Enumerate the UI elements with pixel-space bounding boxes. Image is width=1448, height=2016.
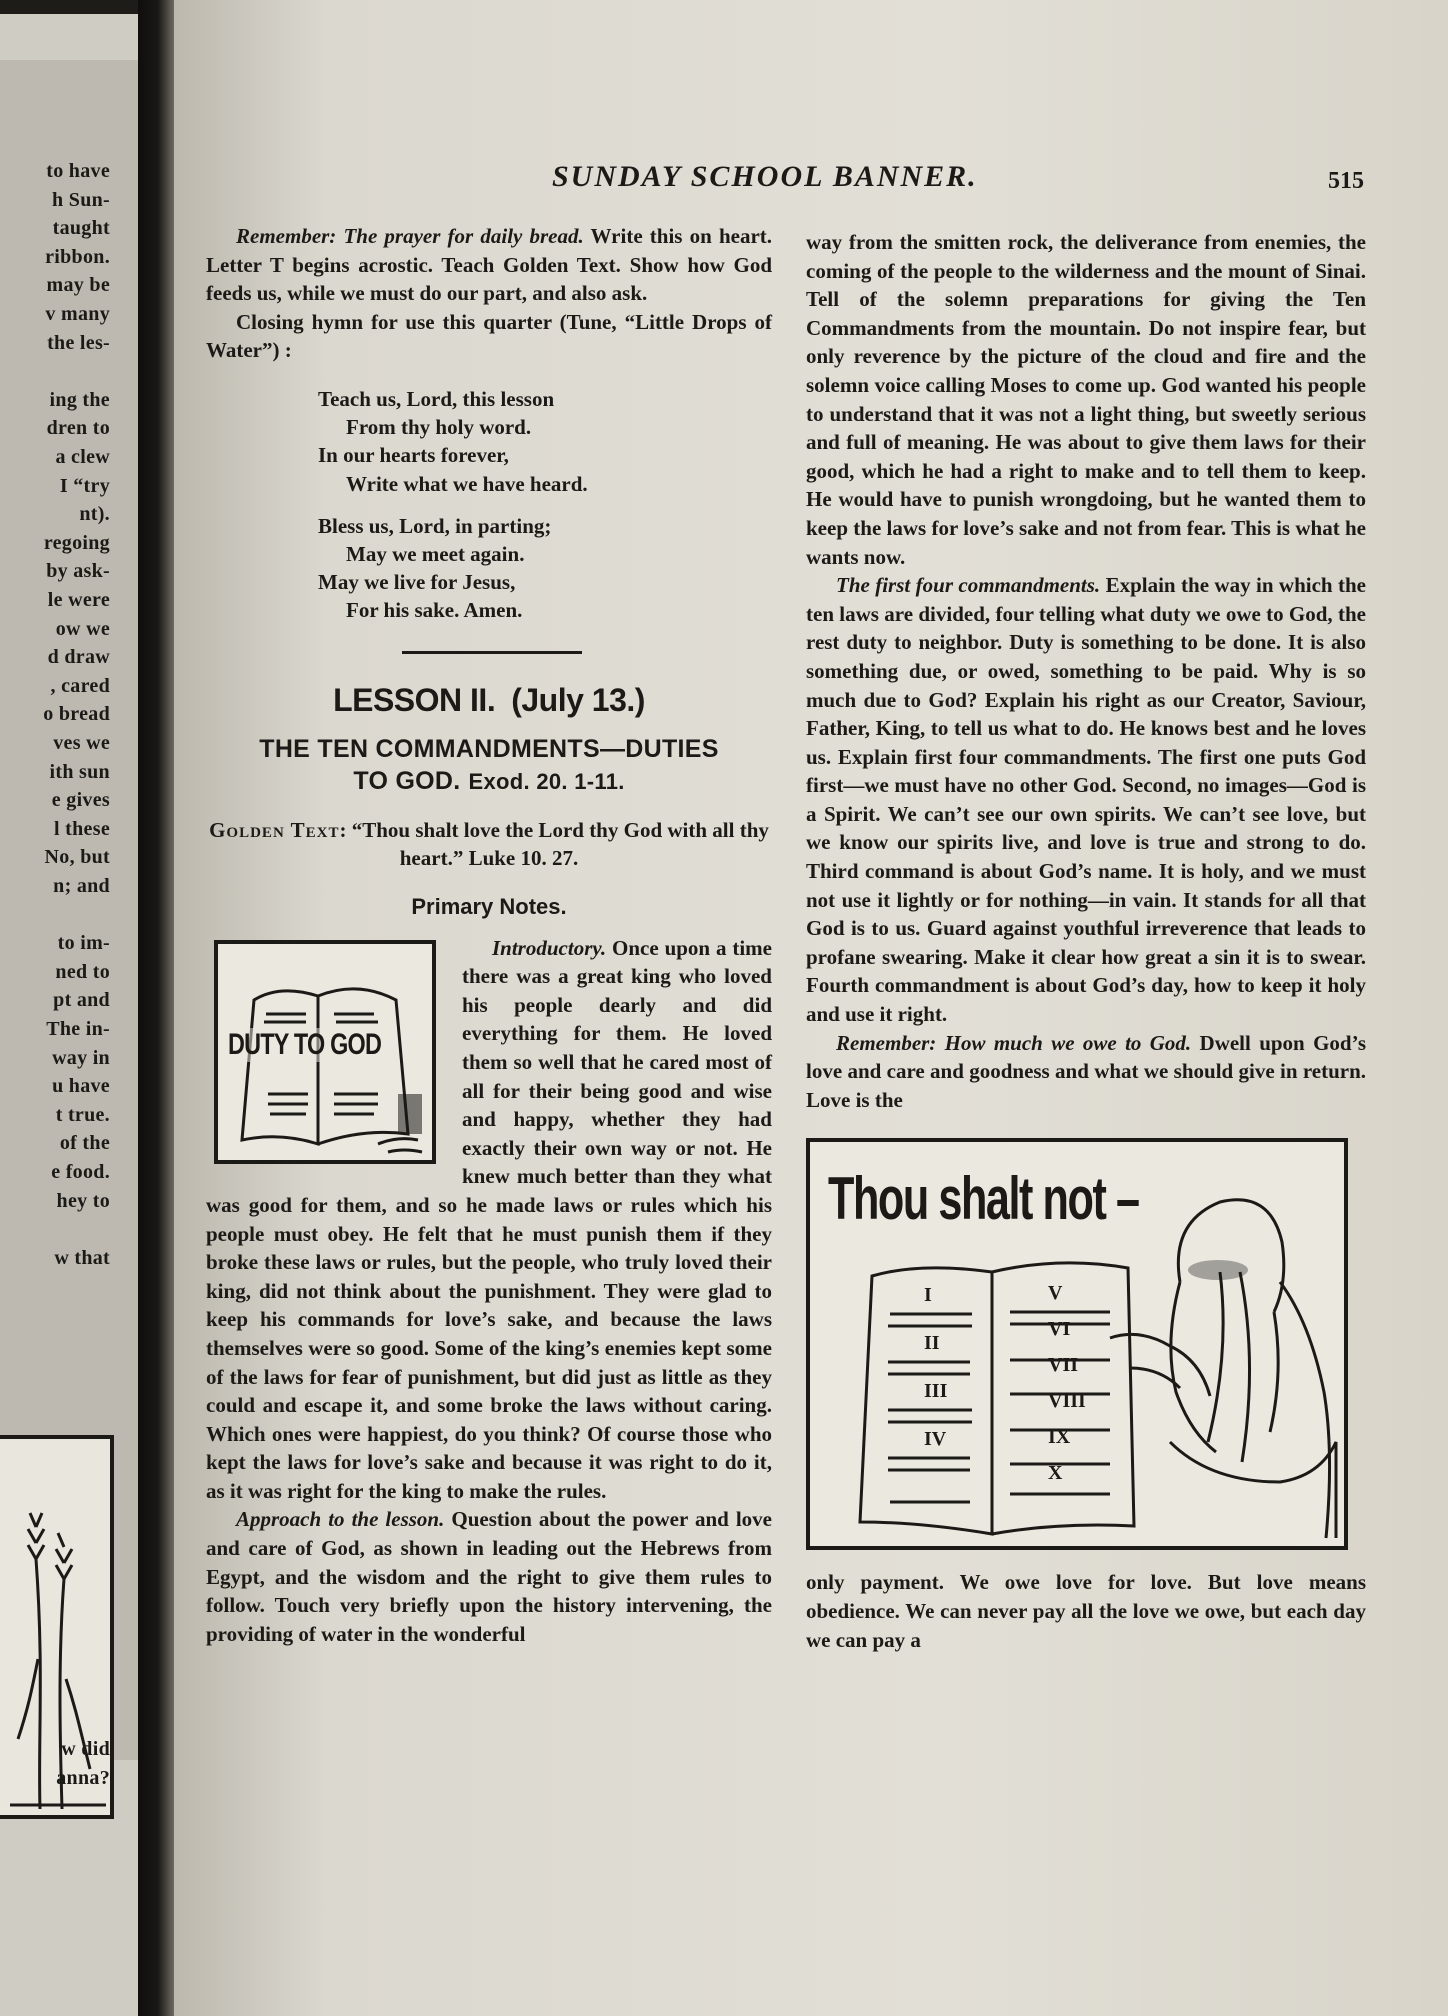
- hymn-verse-1: [318, 385, 772, 498]
- facing-page-line: taught: [52, 217, 110, 240]
- introductory-lead: Introductory.: [492, 935, 607, 960]
- lesson-subtitle-line-1: THE TEN COMMANDMENTS—DUTIES: [259, 734, 719, 763]
- tablet-numeral: X: [1048, 1462, 1063, 1485]
- tablet-numeral: VII: [1048, 1354, 1079, 1377]
- facing-page-line: I “try: [59, 474, 110, 497]
- facing-page-line: The in-: [46, 1018, 110, 1040]
- binding-gutter: [138, 0, 174, 2016]
- introductory-section: [206, 934, 772, 1506]
- hymn-line: In our hearts forever,: [318, 443, 509, 468]
- facing-page-fragment: [0, 60, 138, 1789]
- facing-page-line: ves we: [53, 732, 110, 754]
- facing-page-line: h Sun-: [52, 188, 110, 211]
- facing-page-illustration: [0, 1435, 114, 1819]
- hymn-line: Teach us, Lord, this lesson: [318, 386, 555, 411]
- golden-text-body: : “Thou shalt love the Lord thy God with all thy heart.” Luke 10. 27.: [339, 817, 769, 870]
- running-head: SUNDAY SCHOOL BANNER.: [552, 160, 978, 193]
- page-number: 515: [1328, 168, 1364, 194]
- continued-paragraph: way from the smitten rock, the deliverance from enemies, the coming of the people to the wilderness and the mount of Sinai. Tell of the solemn preparations for giving the Ten Commandments from the mountain. Do not inspire fear, but only reverence by the picture of the cloud and fire and the solemn voice calling Moses to come up. God wanted his people to understand that it was not a light thing, but sweetly serious and full of meaning. He was about to give them laws for their good, which he had a right to make and to tell them to keep. He would have to punish wrongdoing, but he wanted them to keep the laws for love’s sake and not from fear. This is what he wants now.: [806, 230, 1366, 569]
- facing-page-line: of the: [59, 1132, 110, 1155]
- hymn-line: May we live for Jesus,: [318, 570, 516, 595]
- facing-page-line: t true.: [55, 1103, 110, 1126]
- remember-owe-text: Dwell upon God’s love and care and goodness and what we should give in return. Love is the: [806, 1030, 1366, 1112]
- facing-page-line: e food.: [51, 1161, 110, 1183]
- remember-owe-lead: Remember: How much we owe to God.: [836, 1030, 1192, 1055]
- tablet-numeral: II: [924, 1332, 940, 1355]
- facing-page-line: may be: [46, 274, 110, 297]
- facing-page-line: the les-: [47, 331, 110, 354]
- lesson-subtitle-line-2: TO GOD.: [353, 766, 461, 795]
- closing-paragraph: only payment. We owe love for love. But love means obedience. We can never pay all the love we owe, but each day we can pay a: [806, 1570, 1366, 1652]
- remember-paragraph: [206, 222, 772, 308]
- facing-page-line: ned to: [55, 960, 110, 983]
- approach-paragraph: [206, 1505, 772, 1648]
- tablet-numeral: III: [924, 1380, 948, 1403]
- tablet-numeral: VI: [1048, 1318, 1071, 1341]
- facing-page-line: dren to: [46, 417, 110, 440]
- lesson-heading: [206, 682, 772, 719]
- facing-page-line: regoing: [43, 531, 110, 554]
- hymn-line: May we meet again.: [346, 541, 525, 566]
- primary-notes-heading: Primary Notes.: [411, 893, 567, 919]
- facing-page-line: ribbon.: [45, 245, 110, 268]
- facing-page-line: n; and: [53, 875, 110, 897]
- facing-page-line: way in: [52, 1046, 110, 1069]
- hymn-verse-2: [318, 512, 772, 625]
- tablet-numeral: VIII: [1048, 1390, 1086, 1413]
- facing-page-line: hey to: [56, 1189, 110, 1212]
- tablet-numeral: I: [924, 1284, 932, 1307]
- facing-page-line: w did: [61, 1738, 110, 1760]
- tablet-numeral: IX: [1048, 1426, 1071, 1449]
- right-column: [806, 228, 1366, 1654]
- left-column: [206, 222, 772, 1648]
- facing-page-line: pt and: [53, 989, 110, 1012]
- hymn-line: For his sake. Amen.: [346, 598, 523, 623]
- lesson-subtitle: [206, 733, 772, 798]
- golden-text: [206, 816, 772, 872]
- golden-text-label: Golden Text: [209, 817, 340, 842]
- scripture-reference: Exod. 20. 1-11.: [468, 768, 625, 794]
- facing-page-line: u have: [52, 1075, 110, 1098]
- facing-page-line: to im-: [57, 932, 110, 955]
- facing-page-line: l these: [54, 817, 110, 840]
- facing-page-line: ow we: [55, 617, 110, 640]
- first-four-text: Explain the way in which the ten laws are divided, four telling what duty we owe to God, the rest duty to neighbor. Duty is something to be done. It is also something due, or owed, something to be paid. Why is so much due to God? Explain his right as our Creator, Saviour, Father, King, to tell us what to do. He knows best and he loves us. Explain first four commandments. The first one puts God first—we must have no other God. Second, no images—God is a Spirit. We can’t see our own spirits. We can’t see love, but we know our spirits live, and love is true and strong to do. Third command is about God’s name. It is holy, and we must not use it lightly or for nothing—in vain. It stands for all that God is to us. Guard against youthful irreverence that leads to profane swearing. Make it clear how great a sin it is to swear. Fourth commandment is about God’s day, how to keep it holy and use it right.: [806, 573, 1366, 1027]
- facing-page-line: anna?: [56, 1766, 110, 1789]
- facing-page-line: nt).: [79, 503, 110, 526]
- facing-page-line: ing the: [49, 388, 110, 411]
- facing-page-line: No, but: [44, 846, 110, 869]
- illustration-label: DUTY TO GOD: [228, 1027, 382, 1061]
- introductory-text: Once upon a time there was a great king who loved his people dearly and did everything for them. He loved them so well that he cared most of all for their being good and wise and happy, whether they had exactly their own way or not. He knew much better than they what was good for them, and so he made laws or rules which his people must obey. He felt that he must punish them if they broke these laws or rules, but the people, who truly loved their king, did not think about the punishment. They were glad to keep his commands for love’s sake, and because the laws themselves were so good. Some of the king’s enemies kept some of the laws for fear of punishment, but did just as little as they could and escape it, and some broke the laws without caring. Which ones were happiest, do you think? Of course those who kept the laws for love’s sake and because it was right to do it, as it was right for the king to make the rules.: [206, 935, 772, 1503]
- facing-page-line: d draw: [47, 646, 110, 669]
- facing-page-line: v many: [45, 303, 110, 325]
- closing-hymn-intro: Closing hymn for use this quarter (Tune, “Little Drops of Water”) :: [206, 309, 772, 363]
- section-divider: [402, 651, 582, 654]
- hymn-line: Bless us, Lord, in parting;: [318, 513, 552, 538]
- lesson-number: LESSON II.: [333, 681, 496, 718]
- facing-page-line: o bread: [43, 703, 110, 726]
- facing-page-line: e gives: [51, 789, 110, 812]
- facing-page-line: w that: [54, 1246, 110, 1269]
- approach-lead: Approach to the lesson.: [236, 1507, 445, 1532]
- facing-page-line: , cared: [50, 674, 110, 697]
- remember-text: Write this on heart. Letter T begins acrostic. Teach Golden Text. Show how God feeds us, while we must do our part, and also ask.: [206, 224, 773, 306]
- facing-page-line: by ask-: [46, 560, 110, 583]
- thou-shalt-not-illustration: [806, 1138, 1348, 1550]
- facing-page-line: a clew: [55, 446, 110, 468]
- approach-text: Question about the power and love and care of God, as shown in leading out the Hebrews from Egypt, and the wisdom and the right to give them rules to follow. Touch very briefly upon the history intervening, the providing of water in the wonderful: [206, 1507, 772, 1646]
- lesson-date: (July 13.): [511, 681, 645, 718]
- hymn-line: From thy holy word.: [346, 415, 532, 440]
- facing-page-line: to have: [46, 160, 110, 182]
- hymn-line: Write what we have heard.: [346, 471, 588, 496]
- duty-to-god-illustration: [214, 940, 436, 1164]
- tablet-numeral: V: [1048, 1282, 1063, 1305]
- remember-lead: Remember: The prayer for daily bread.: [236, 224, 584, 248]
- first-four-paragraph: [806, 571, 1366, 1029]
- facing-page-line: le were: [47, 589, 110, 611]
- illustration-caption: Thou shalt not –: [828, 1165, 1139, 1233]
- facing-page-line: ith sun: [49, 760, 110, 783]
- remember-owe-paragraph: [806, 1029, 1366, 1115]
- tablet-numeral: IV: [924, 1428, 947, 1451]
- closing-hymn: [318, 385, 772, 625]
- first-four-lead: The first four commandments.: [836, 573, 1101, 598]
